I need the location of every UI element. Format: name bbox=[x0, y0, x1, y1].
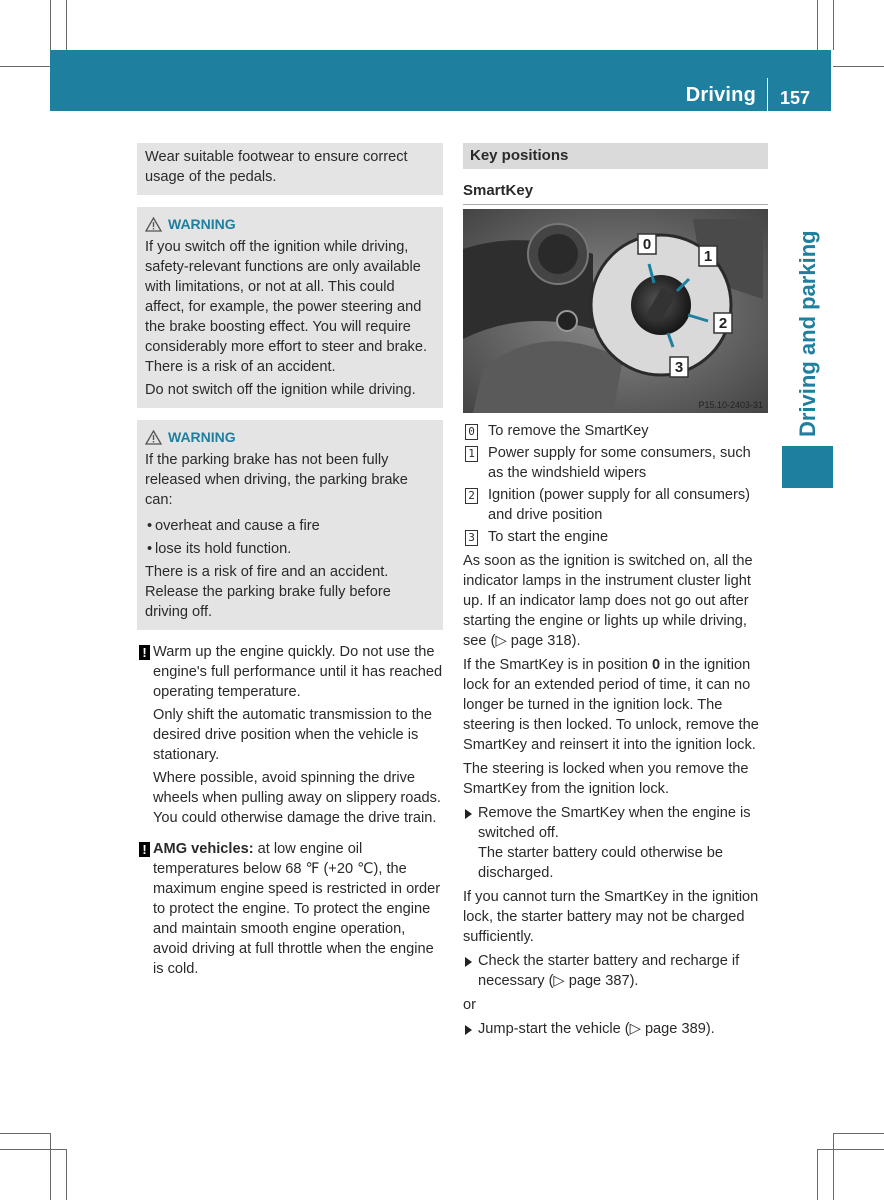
exclamation-icon: ! bbox=[139, 842, 150, 857]
step-text: Check the starter battery and recharge if necessary (▷ page 387). bbox=[478, 953, 740, 989]
legend-text: To start the engine bbox=[488, 529, 609, 545]
exclamation-icon: ! bbox=[139, 645, 150, 660]
notice-block bbox=[137, 839, 443, 979]
legend-item bbox=[463, 421, 768, 441]
legend-key: 3 bbox=[465, 530, 478, 546]
warning-box bbox=[137, 207, 443, 408]
bullet-item: • lose its hold function. bbox=[145, 539, 435, 559]
position-zero: 0 bbox=[652, 657, 661, 673]
arrow-icon bbox=[465, 809, 472, 819]
legend-item bbox=[463, 485, 768, 525]
crop-mark bbox=[0, 1133, 50, 1134]
crop-mark bbox=[50, 1133, 51, 1200]
warning-heading bbox=[145, 427, 435, 447]
notice-text bbox=[153, 839, 443, 979]
arrow-icon bbox=[465, 957, 472, 967]
instruction-step bbox=[463, 803, 768, 883]
instruction-step bbox=[463, 951, 768, 991]
warning-icon bbox=[145, 217, 162, 232]
side-tab-marker bbox=[782, 446, 833, 488]
legend-key: 2 bbox=[465, 488, 478, 504]
step-text: Remove the SmartKey when the engine is switched off. bbox=[478, 805, 751, 841]
left-column bbox=[137, 143, 443, 982]
bullet-item: • overheat and cause a fire bbox=[145, 516, 435, 536]
header-separator bbox=[767, 78, 768, 111]
crop-mark bbox=[0, 1149, 66, 1150]
step-text: Jump-start the vehicle (▷ page 389). bbox=[478, 1021, 715, 1037]
crop-mark bbox=[50, 0, 51, 50]
position-label: 1 bbox=[703, 248, 713, 265]
notice-text: Warm up the engine quickly. Do not use the engine's full performance until it has reached operating temperature. bbox=[153, 644, 443, 700]
warning-text: Do not switch off the ignition while driving. bbox=[145, 382, 416, 398]
warning-text: If you switch off the ignition while driving, safety-relevant functions are only available with limitations, or not at all. This could affect, for example, the power steering and the brake boosting effect. You will require considerably more effort to steer and brake. There is a risk of an accident. bbox=[145, 239, 428, 375]
intro-box bbox=[137, 143, 443, 195]
crop-mark bbox=[817, 1149, 884, 1150]
sub-heading: SmartKey bbox=[463, 181, 768, 205]
crop-mark bbox=[817, 0, 818, 50]
warning-label: WARNING bbox=[168, 216, 236, 232]
crop-mark bbox=[817, 1149, 818, 1200]
crop-mark bbox=[833, 1133, 834, 1200]
position-label: 3 bbox=[674, 359, 684, 376]
body-paragraph bbox=[463, 655, 768, 755]
legend-item bbox=[463, 527, 768, 547]
position-label: 0 bbox=[642, 236, 652, 253]
figure-code: P15.10-2403-31 bbox=[698, 400, 763, 410]
legend-text: To remove the SmartKey bbox=[488, 423, 649, 439]
body-paragraph: The steering is locked when you remove the SmartKey from the ignition lock. bbox=[463, 761, 749, 797]
notice-text: Where possible, avoid spinning the drive wheels when pulling away on slippery roads. You could otherwise damage the drive train. bbox=[153, 770, 441, 826]
body-paragraph: or bbox=[463, 997, 476, 1013]
legend-item bbox=[463, 443, 768, 483]
crop-mark bbox=[0, 66, 50, 67]
crop-mark bbox=[833, 1133, 884, 1134]
notice-bold: AMG vehicles: bbox=[153, 841, 254, 857]
section-heading: Key positions bbox=[463, 143, 768, 169]
text-run: in the ignition lock for an extended period of time, it can no longer be turned in the ignition lock. The steering is then locked. To unlock, remove the SmartKey and reinsert it into the ignition lock. bbox=[463, 657, 759, 753]
instruction-step bbox=[463, 1019, 768, 1039]
text-run: If the SmartKey is in position bbox=[463, 657, 652, 673]
body-paragraph: If you cannot turn the SmartKey in the ignition lock, the starter battery may not be charged sufficiently. bbox=[463, 889, 759, 945]
crop-mark bbox=[66, 0, 67, 50]
arrow-icon bbox=[465, 1025, 472, 1035]
right-column bbox=[463, 143, 768, 1042]
ignition-lock-photo bbox=[463, 209, 768, 413]
body-paragraph: As soon as the ignition is switched on, all the indicator lamps in the instrument cluster light up. If an indicator lamp does not go out after starting the engine or lights up while driving, see (▷ page 318). bbox=[463, 553, 753, 649]
crop-mark bbox=[66, 1149, 67, 1200]
section-title: Driving bbox=[685, 84, 756, 106]
notice-block bbox=[137, 642, 443, 828]
intro-text: Wear suitable footwear to ensure correct usage of the pedals. bbox=[145, 149, 408, 185]
warning-text: There is a risk of fire and an accident. Release the parking brake fully before driving off. bbox=[145, 564, 391, 620]
side-tab-label: Driving and parking bbox=[795, 230, 820, 437]
crop-mark bbox=[833, 66, 884, 67]
legend-text: Ignition (power supply for all consumers) and drive position bbox=[488, 487, 750, 523]
warning-heading bbox=[145, 214, 435, 234]
notice-body: at low engine oil temperatures below 68 ℉ (+20 ℃), the maximum engine speed is restricted in order to protect the engine. To protect the engine and maintain smooth engine operation, avoid driving at full throttle when the engine is cold. bbox=[153, 841, 441, 977]
position-label: 2 bbox=[718, 315, 728, 332]
step-note: The starter battery could otherwise be discharged. bbox=[478, 845, 723, 881]
warning-box bbox=[137, 420, 443, 630]
warning-icon bbox=[145, 430, 162, 445]
warning-label: WARNING bbox=[168, 429, 236, 445]
crop-mark bbox=[833, 0, 834, 50]
page-number: 157 bbox=[780, 88, 811, 108]
notice-text: Only shift the automatic transmission to the desired drive position when the vehicle is stationary. bbox=[153, 707, 433, 763]
legend-key: 0 bbox=[465, 424, 478, 440]
legend-text: Power supply for some consumers, such as the windshield wipers bbox=[488, 445, 751, 481]
legend-key: 1 bbox=[465, 446, 478, 462]
warning-text: If the parking brake has not been fully released when driving, the parking brake can: bbox=[145, 452, 408, 508]
